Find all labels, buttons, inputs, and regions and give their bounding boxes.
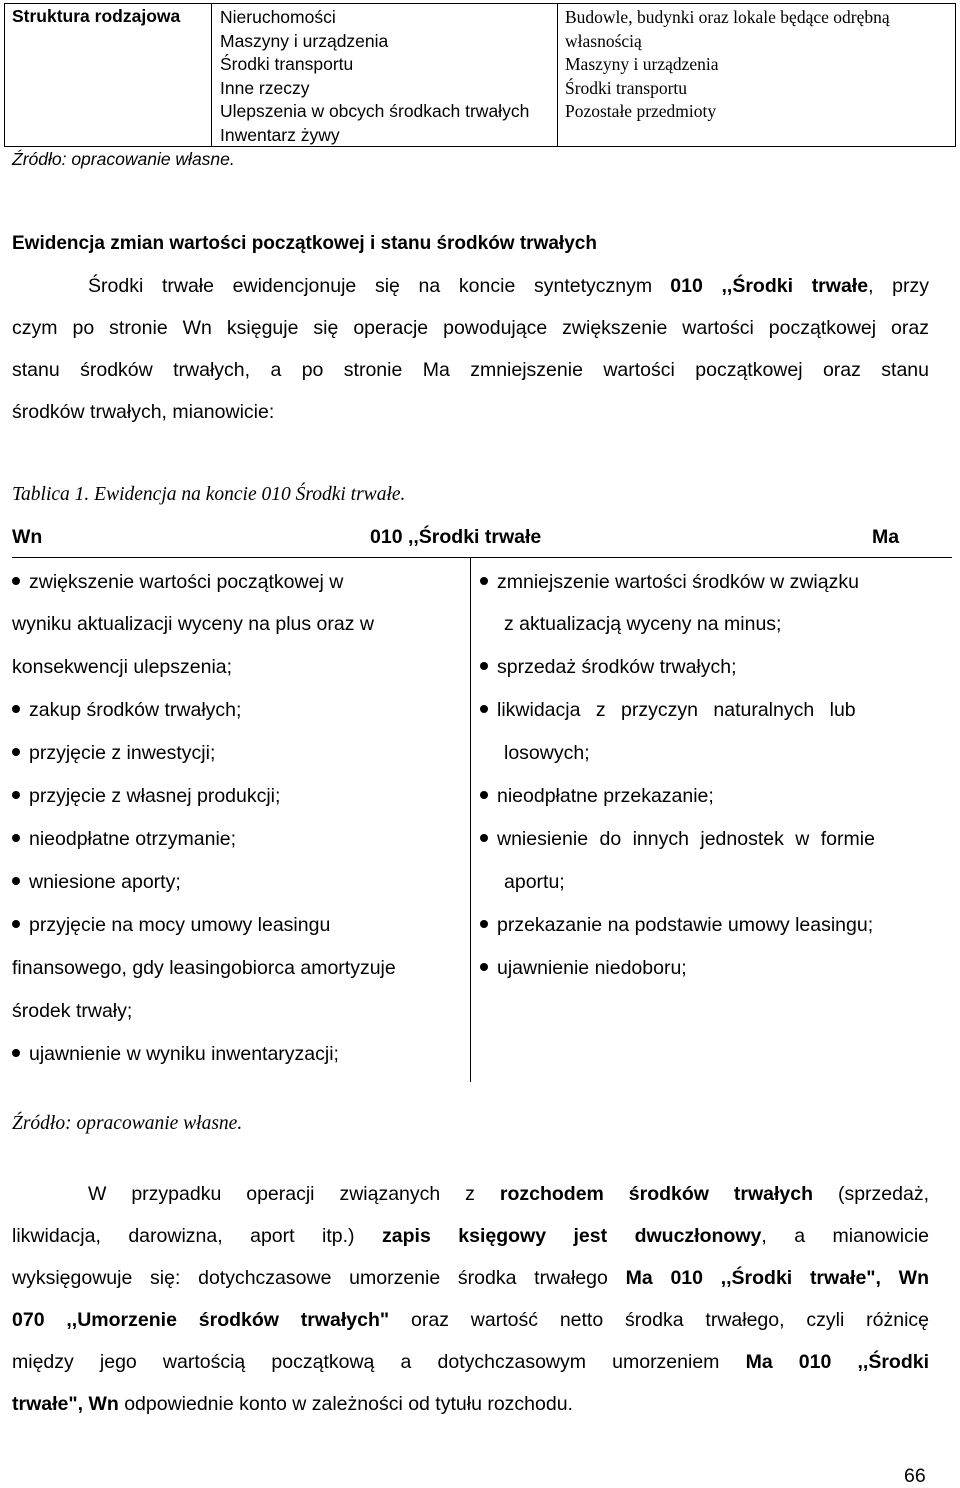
t-account-wn: Wn: [12, 526, 43, 548]
structure-col3-item: Maszyny i urządzenia: [565, 54, 719, 74]
list-item-cont: losowych;: [504, 742, 590, 764]
list-text: przyjęcie z własnej produkcji;: [29, 785, 281, 807]
emphasis-text: zapis księgowy jest dwuczłonowy: [382, 1225, 762, 1247]
bullet-icon: [12, 920, 20, 928]
bullet-icon: [12, 577, 20, 585]
paragraph-1-line-2: czym po stronie Wn księguje się operacje powodujące zwiększenie wartości początkowej oraz: [12, 317, 929, 339]
list-item: [12, 828, 236, 851]
paragraph-2-line-4: [12, 1309, 929, 1332]
paragraph-text: W przypadku operacji związanych z: [88, 1183, 475, 1205]
bullet-icon: [12, 877, 20, 885]
bullet-icon: [12, 705, 20, 713]
bullet-icon: [480, 963, 488, 971]
t-account-ma: Ma: [872, 526, 900, 548]
bullet-icon: [480, 705, 488, 713]
bullet-icon: [480, 577, 488, 585]
list-item: [480, 656, 737, 679]
list-text: przekazanie na podstawie umowy leasingu;: [497, 914, 874, 936]
list-item: [12, 742, 215, 765]
paragraph-text: , a mianowicie: [761, 1225, 929, 1247]
list-item-cont: środek trwały;: [12, 1000, 133, 1022]
list-item: [480, 957, 687, 980]
list-text: sprzedaż środków trwałych;: [497, 656, 737, 678]
list-item-cont: finansowego, gdy leasingobiorca amortyzuje: [12, 957, 396, 979]
structure-col2-item: Inne rzeczy: [220, 77, 310, 98]
list-item: [12, 571, 343, 594]
list-text: zwiększenie wartości początkowej w: [29, 571, 344, 593]
list-item: [480, 699, 929, 722]
list-text: nieodpłatne otrzymanie;: [29, 828, 237, 850]
emphasis-text: Ma 010 ,,Środki: [745, 1351, 930, 1373]
table-border-top: [4, 3, 956, 4]
list-text: zmniejszenie wartości środków w związku: [497, 571, 859, 593]
list-item-cont: wyniku aktualizacji wyceny na plus oraz w: [12, 613, 374, 635]
t-account-horizontal-line: [12, 557, 952, 558]
list-item: [480, 828, 875, 851]
list-text: przyjęcie z inwestycji;: [29, 742, 216, 764]
list-text: zakup środków trwałych;: [29, 699, 242, 721]
list-text: ujawnienie niedoboru;: [497, 957, 687, 979]
table-divider-2: [557, 3, 558, 147]
bullet-icon: [480, 920, 488, 928]
list-item-cont: konsekwencji ulepszenia;: [12, 656, 233, 678]
structure-col3-item: Budowle, budynki oraz lokale będące odrębną: [565, 7, 890, 27]
paragraph-text: , przy: [868, 275, 930, 297]
list-text: likwidacja z przyczyn naturalnych lub: [497, 699, 856, 721]
list-text: nieodpłatne przekazanie;: [497, 785, 714, 807]
list-text: przyjęcie na mocy umowy leasingu: [29, 914, 331, 936]
paragraph-1-line-3: stanu środków trwałych, a po stronie Ma zmniejszenie wartości początkowej oraz stanu: [12, 359, 929, 381]
structure-header: Struktura rodzajowa: [12, 6, 181, 26]
table1-source: Źródło: opracowanie własne.: [12, 1113, 243, 1134]
list-item-cont: z aktualizacją wyceny na minus;: [504, 613, 782, 635]
table-border-right: [955, 3, 956, 147]
paragraph-text: likwidacja, darowizna, aport itp.): [12, 1225, 355, 1247]
paragraph-1-line-4: środków trwałych, mianowicie:: [12, 401, 275, 423]
bullet-icon: [480, 662, 488, 670]
emphasis-text: rozchodem środków trwałych: [499, 1183, 814, 1205]
list-text: wniesione aporty;: [29, 871, 181, 893]
bullet-icon: [480, 791, 488, 799]
structure-source: Źródło: opracowanie własne.: [12, 149, 235, 169]
paragraph-2-line-5: [12, 1351, 929, 1374]
table1-caption: Tablica 1. Ewidencja na koncie 010 Środki trwałe.: [12, 484, 406, 505]
list-item: [12, 914, 330, 937]
bullet-icon: [12, 834, 20, 842]
bullet-icon: [12, 791, 20, 799]
structure-col3-item: Pozostałe przedmioty: [565, 101, 717, 121]
paragraph-2-line-2: [12, 1225, 929, 1248]
paragraph-text: odpowiednie konto w zależności od tytułu rozchodu.: [124, 1393, 573, 1415]
structure-col2: [220, 6, 529, 147]
page-number: 66: [904, 1465, 926, 1487]
structure-col2-item: Maszyny i urządzenia: [220, 30, 389, 51]
structure-col2-item: Nieruchomości: [220, 7, 336, 27]
emphasis-text: trwałe", Wn: [12, 1393, 119, 1415]
emphasis-text: Ma 010 ,,Środki trwałe", Wn: [625, 1267, 930, 1289]
paragraph-text: Środki trwałe ewidencjonuje się na koncie syntetycznym: [88, 275, 653, 297]
structure-col2-item: Inwentarz żywy: [220, 124, 340, 145]
paragraph-text: oraz wartość netto środka trwałego, czyli różnicę: [411, 1309, 930, 1331]
t-account-vertical-line: [470, 557, 471, 1082]
section-heading: Ewidencja zmian wartości początkowej i stanu środków trwałych: [12, 233, 597, 254]
list-item: [12, 785, 280, 808]
list-text: wniesienie do innych jednostek w formie: [497, 828, 875, 850]
list-item: [480, 571, 929, 594]
list-item: [12, 871, 181, 894]
list-item: [480, 785, 714, 808]
structure-col3-item: Środki transportu: [565, 77, 688, 98]
structure-col3: [565, 6, 890, 124]
structure-col3-item: własnością: [565, 30, 642, 51]
list-text: ujawnienie w wyniku inwentaryzacji;: [29, 1043, 339, 1065]
paragraph-2-line-3: [12, 1267, 929, 1290]
structure-col2-item: Ulepszenia w obcych środkach trwałych: [220, 101, 530, 121]
list-item-cont: aportu;: [504, 871, 565, 893]
paragraph-text: (sprzedaż,: [837, 1183, 930, 1205]
list-item: [480, 914, 873, 937]
account-name: 010 ,,Środki trwałe: [670, 275, 869, 297]
table-border-left: [4, 3, 5, 147]
structure-col2-item: Środki transportu: [220, 54, 354, 74]
bullet-icon: [480, 834, 488, 842]
paragraph-2-line-6: [12, 1393, 573, 1416]
paragraph-text: między jego wartością początkową a dotychczasowym umorzeniem: [12, 1351, 720, 1373]
list-item: [12, 699, 241, 722]
paragraph-1-line-1: [88, 275, 929, 298]
emphasis-text: 070 ,,Umorzenie środków trwałych": [12, 1309, 390, 1331]
paragraph-text: wyksięgowuje się: dotychczasowe umorzenie środka trwałego: [12, 1267, 608, 1289]
t-account-title: 010 ,,Środki trwałe: [370, 526, 542, 548]
bullet-icon: [12, 748, 20, 756]
bullet-icon: [12, 1049, 20, 1057]
table-divider-1: [211, 3, 212, 147]
list-item: [12, 1043, 339, 1066]
paragraph-2-line-1: [88, 1183, 929, 1206]
